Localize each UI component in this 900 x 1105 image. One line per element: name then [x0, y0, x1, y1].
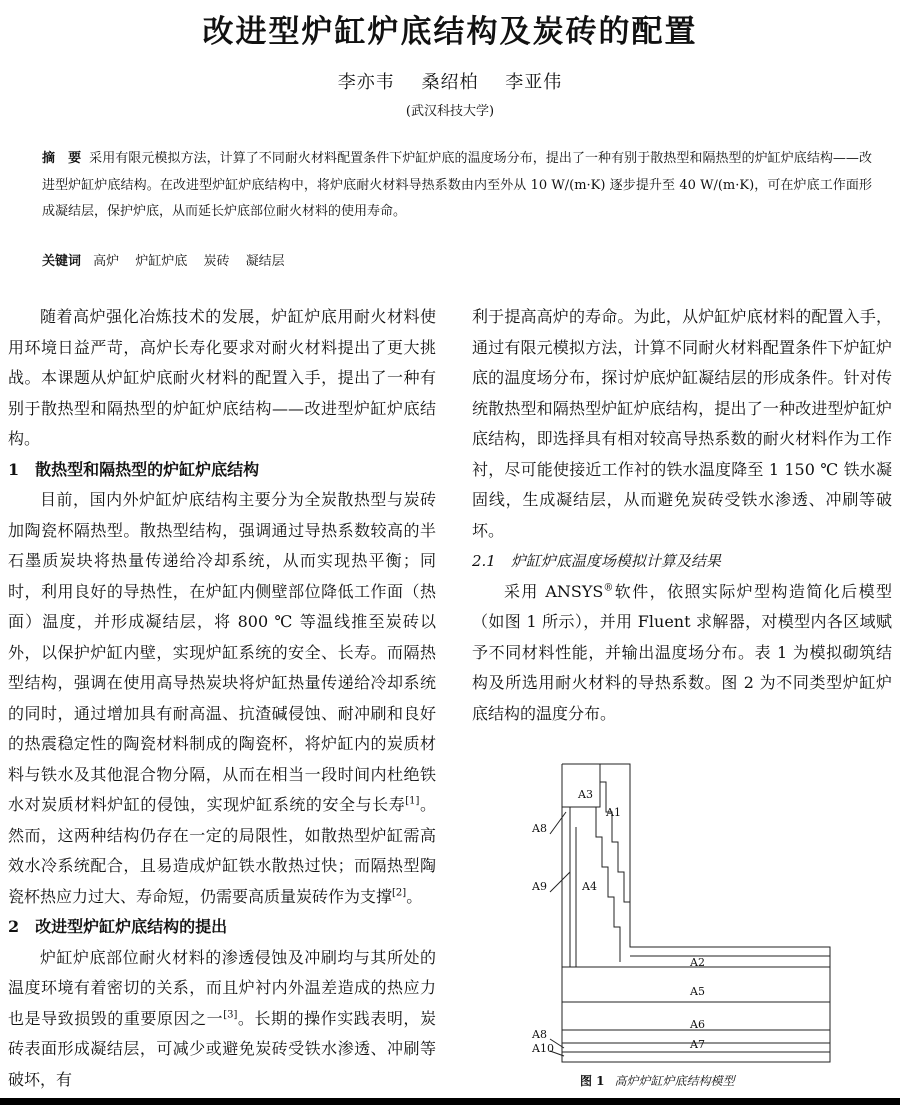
- figure-label: A1: [606, 806, 621, 819]
- figure-label: A2: [690, 956, 705, 969]
- body-text: 目前，国内外炉缸炉底结构主要分为全炭散热型与炭砖加陶瓷杯隔热型。散热型结构，强调通过导热系数较高的半石墨质炭块将热量传递给冷却系统，从而实现热平衡；同时，利用良好的导热性，在炉缸内侧壁部位降低工作面（热面）温度，并形成凝结层，将 800 ℃ 等温线推至炭砖以外，以保护炉缸内壁，实现炉缸系统的安全、长寿。而隔热型结构，强调在使用高导热炭块将炉缸热量传递给冷却系统的同时，通过增加具有耐高温、抗渣碱侵蚀、耐冲刷和良好的热震稳定性的陶瓷材料制成的陶瓷杯，将炉缸内的炭质材料与铁水及其他混合物分隔，从而在相当一段时间内杜绝铁水对炭质材料炉缸的侵蚀，实现炉缸系统的安全与长寿: [8, 490, 436, 814]
- keyword: 凝结层: [245, 254, 285, 269]
- figure-label: A4: [582, 880, 597, 893]
- section-2-1-paragraph: [472, 577, 892, 730]
- abstract-text: 采用有限元模拟方法，计算了不同耐火材料配置条件下炉缸炉底的温度场分布，提出了一种有别于散热型和隔热型的炉缸炉底结构——改进型炉缸炉底结构。在改进型炉缸炉底结构中，将炉底耐火材料导热系数由内至外从 10 W/(m·K) 逐步提升至 40 W/(m·K)，可在炉底工作面形成凝结层，保护炉底，从而延长炉底部位耐火材料的使用寿命。: [42, 151, 872, 219]
- abstract-label: 摘 要: [42, 151, 82, 166]
- keywords-label: 关键词: [42, 254, 82, 269]
- figure-caption: [580, 1072, 735, 1089]
- caption-text: 高炉炉缸炉底结构模型: [614, 1074, 735, 1088]
- continued-paragraph: 利于提高高炉的寿命。为此，从炉缸炉底材料的配置入手，通过有限元模拟方法，计算不同耐火材料配置条件下炉缸炉底的温度场分布，探讨炉底炉缸凝结层的形成条件。针对传统散热型和隔热型炉缸炉底结构，提出了一种改进型炉缸炉底结构，即选择具有相对较高导热系数的耐火材料作为工作衬，尽可能使接近工作衬的铁水温度降至 1 150 ℃ 铁水凝固线，生成凝结层，从而避免炭砖受铁水渗透、冲刷等破坏。: [472, 307, 892, 540]
- body-text: 。长期的操作实践表明，炭砖表面形成凝结层，可减少或避免炭砖受铁水渗透、冲刷等破坏，有: [8, 1008, 436, 1089]
- citation: [2]: [392, 887, 407, 899]
- caption-label: 图 1: [580, 1074, 605, 1088]
- section-1-paragraph: [8, 485, 436, 912]
- author-name: 李亚伟: [505, 72, 563, 93]
- body-text: 。: [406, 886, 423, 906]
- keyword: 炉缸炉底: [135, 254, 188, 269]
- citation: [1]: [405, 795, 420, 807]
- body-text: 炉缸炉底部位耐火材料的渗透侵蚀及冲刷均与其所处的温度环境有着密切的关系，而且炉衬内外温差造成的热应力也是导致损毁的重要原因之一: [8, 947, 436, 1028]
- author-name: 李亦韦: [337, 72, 395, 93]
- figure-label: A10: [532, 1042, 554, 1055]
- wall-step-line: [600, 764, 630, 947]
- author-name: 桑绍柏: [421, 72, 479, 93]
- keywords: [42, 252, 297, 272]
- figure-label: A9: [532, 880, 547, 893]
- figure-label: A5: [690, 985, 705, 998]
- section-1-heading: 1 散热型和隔热型的炉缸炉底结构: [8, 459, 260, 479]
- keyword: 高炉: [93, 254, 120, 269]
- body-text: 。然而，这两种结构仍存在一定的局限性，如散热型炉缸需高效水冷系统配合，且易造成炉缸铁水散热过快；而隔热型陶瓷杯热应力过大、寿命短，仍需要高质量炭砖作为支撑: [8, 795, 436, 906]
- figure-label: A6: [690, 1018, 705, 1031]
- figure-label: A7: [690, 1038, 705, 1051]
- body-text: 采用 ANSYS: [504, 581, 604, 601]
- intro-paragraph: 随着高炉强化冶炼技术的发展，炉缸炉底用耐火材料使用环境日益严苛，高炉长寿化要求对耐火材料提出了更大挑战。本课题从炉缸炉底耐火材料的配置入手，提出了一种有别于散热型和隔热型的炉缸炉底结构——改进型炉缸炉底结构。: [8, 307, 436, 448]
- paper-title: 改进型炉缸炉底结构及炭砖的配置: [202, 14, 698, 50]
- section-2-paragraph: [8, 943, 436, 1096]
- page-bottom-rule: [0, 1098, 900, 1105]
- keyword: 炭砖: [203, 254, 230, 269]
- affiliation: (武汉科技大学): [405, 104, 495, 119]
- body-text: 软件，依照实际炉型构造简化后模型（如图 1 所示），并用 Fluent 求解器，对模型内各区域赋予不同材料性能，并输出温度场分布。表 1 为模拟砌筑结构及所选用耐火材料的导热系数。图 2 为不同类型炉缸炉底结构的温度分布。: [472, 581, 892, 723]
- furnace-model-diagram: [520, 762, 840, 1072]
- right-column: [472, 302, 892, 729]
- registered-mark: ®: [603, 582, 614, 594]
- figure-label: A8: [532, 822, 547, 835]
- left-column: [8, 302, 436, 1095]
- figure-1: [520, 762, 840, 1072]
- figure-label: A3: [578, 788, 593, 801]
- abstract: [42, 146, 872, 226]
- author-list: [0, 68, 900, 94]
- section-2-heading: 2 改进型炉缸炉底结构的提出: [8, 917, 228, 936]
- citation: [3]: [223, 1009, 238, 1021]
- section-2-1-heading: 2.1 炉缸炉底温度场模拟计算及结果: [472, 552, 721, 570]
- figure-label: A8: [532, 1028, 547, 1041]
